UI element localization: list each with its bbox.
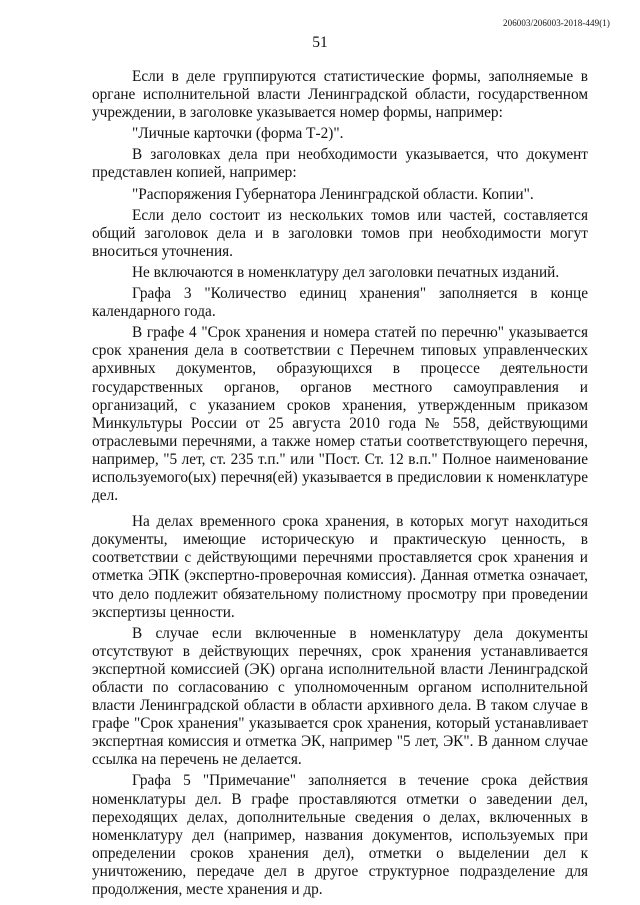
paragraph: В случае если включенные в номенклатуру дела документы отсутствуют в действующих перечнях, срок хранения устанавливается экспертной комиссией (ЭК) органа исполнительной власти Ленинградской области по согласованию с уполномоченным органом исполнительной власти Ленинградской области в области архивного дела. В таком случае в графе "Срок хранения" указывается срок хранения, который устанавливает экспертная комиссия и отметка ЭК, например "5 лет, ЭК". В данном случае ссылка на перечень не делается. <box>92 624 588 769</box>
paragraph: "Распоряжения Губернатора Ленинградской области. Копии". <box>132 185 534 203</box>
paragraph: В заголовках дела при необходимости указывается, что документ представлен копией, например: <box>92 146 588 182</box>
paragraph: "Личные карточки (форма Т-2)". <box>132 125 344 143</box>
paragraph: В графе 4 "Срок хранения и номера статей по перечню" указывается срок хранения дела в соответствии с Перечнем типовых управленческих архивных документов, образующихся в процессе деятельности государственных органов, органов местного самоуправления и организаций, с указанием сроков хранения, утвержденным приказом Минкультуры России от 25 августа 2010 года № 558, действующими отраслевыми перечнями, а также номер статьи соответствующего перечня, например, "5 лет, ст. 235 т.п." или "Пост. Ст. 12 в.п." Полное наименование используемого(ых) перечня(ей) указывается в предисловии к номенклатуре дел. <box>92 324 588 505</box>
paragraph: Если дело состоит из нескольких томов или частей, составляется общий заголовок дела и в заголовки томов при необходимости могут вноситься уточнения. <box>92 206 588 260</box>
paragraph: На делах временного срока хранения, в которых могут находиться документы, имеющие историческую и практическую ценность, в соответствии с действующими перечнями проставляется срок хранения и отметка ЭПК (экспертно-проверочная комиссия). Данная отметка означает, что дело подлежит обязательному полистному просмотру при проведении экспертизы ценности. <box>92 513 588 621</box>
paragraph: Графа 5 "Примечание" заполняется в течение срока действия номенклатуры дел. В графе проставляются отметки о заведении дел, переходящих делах, дополнительные сведения о делах, включенных в номенклатуру дел (например, названия документов, используемых при определении сроков хранения дел), отметки о выделении дел к уничтожению, передаче дел в другое структурное подразделение для продолжения, месте хранения и др. <box>92 772 588 899</box>
paragraph: Графа 3 "Количество единиц хранения" заполняется в конце календарного года. <box>92 285 588 321</box>
document-code: 206003/206003-2018-449(1) <box>503 18 610 28</box>
paragraph: Если в деле группируются статистические формы, заполняемые в органе исполнительной власти Ленинградской области, государственном учреждении, в заголовке указывается номер формы, например: <box>92 68 588 122</box>
paragraph: Не включаются в номенклатуру дел заголовки печатных изданий. <box>132 263 560 281</box>
page-number: 51 <box>312 34 328 51</box>
document-body <box>92 68 588 902</box>
